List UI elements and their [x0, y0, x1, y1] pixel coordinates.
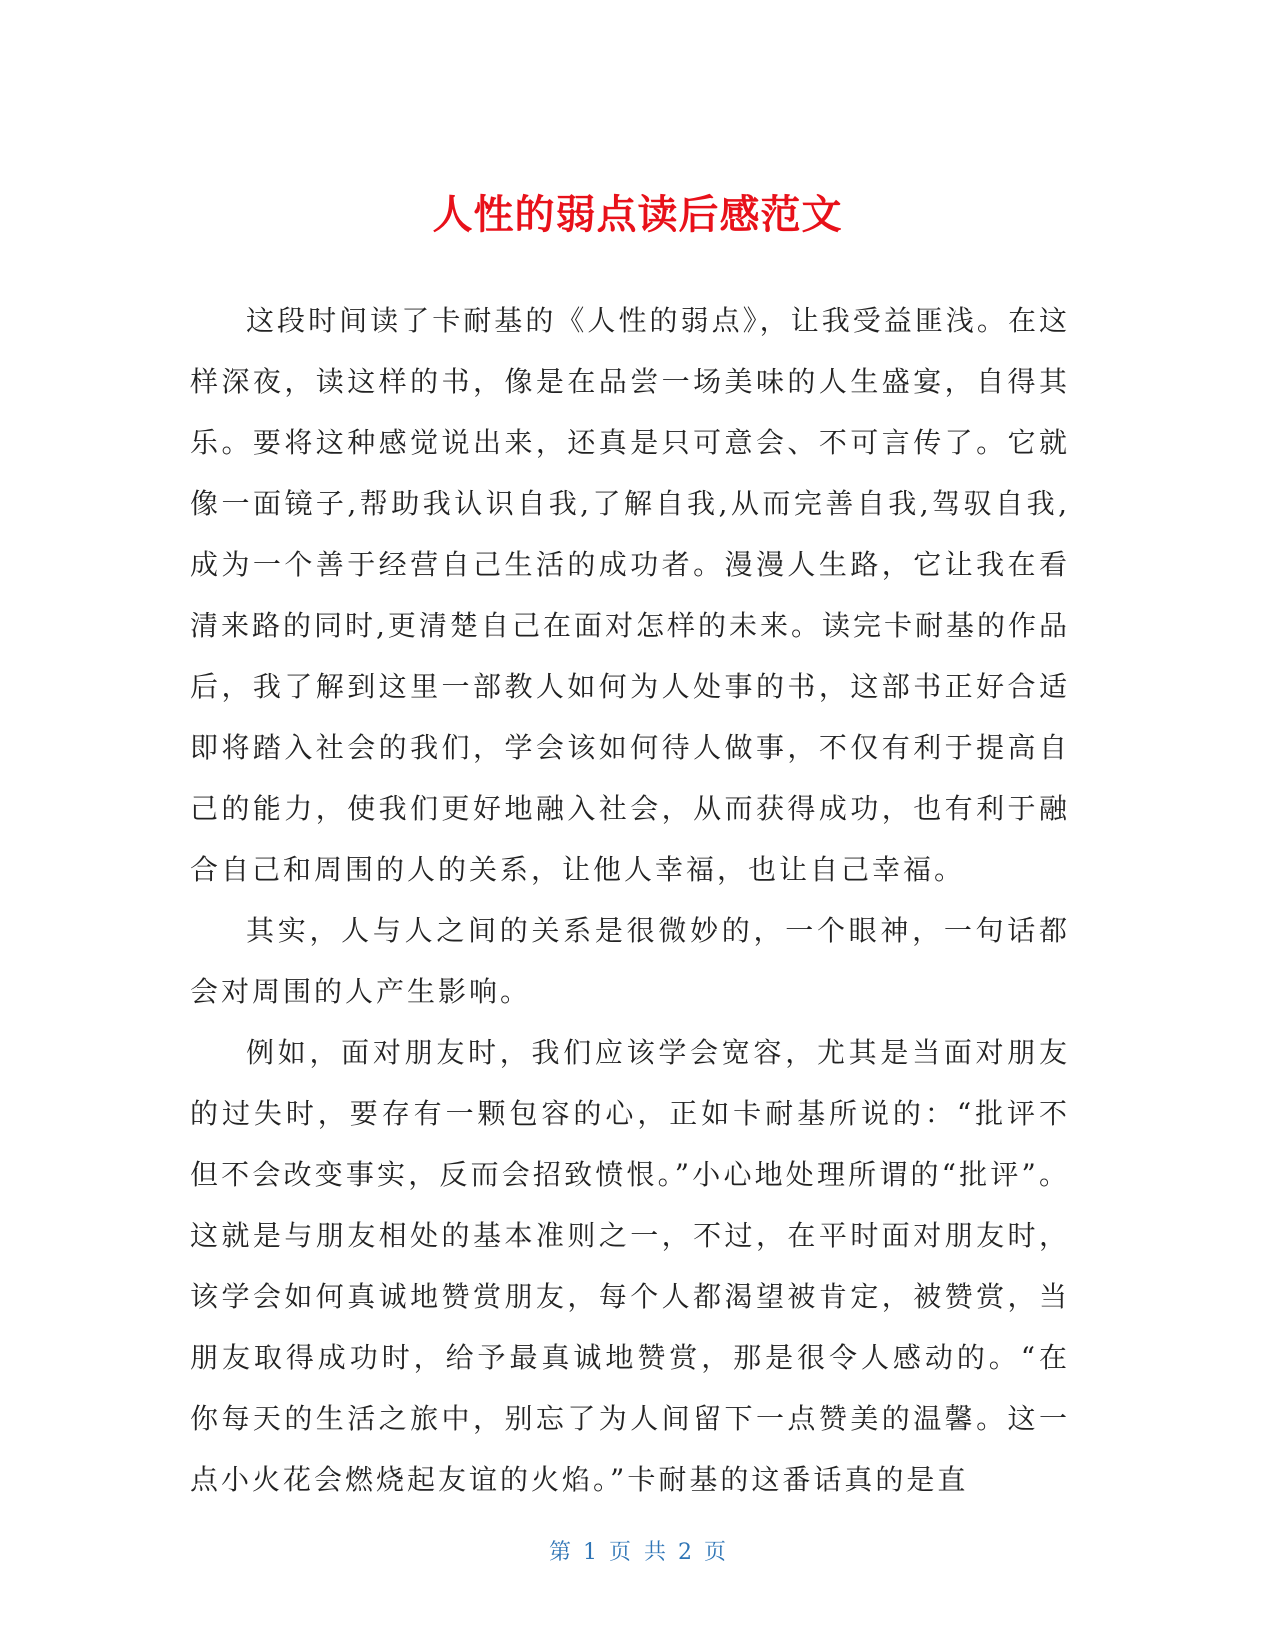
footer-prefix: 第 — [548, 1540, 571, 1565]
document-body — [190, 290, 1070, 1510]
document-title: 人性的弱点读后感范文 — [432, 191, 843, 238]
paragraph-2: 其实，人与人之间的关系是很微妙的，一个眼神，一句话都会对周围的人产生影响。 — [190, 914, 1070, 1008]
paragraph-1: 这段时间读了卡耐基的《人性的弱点》，让我受益匪浅。在这样深夜，读这样的书，像是在品尝一场美味的人生盛宴，自得其乐。要将这种感觉说出来，还真是只可意会、不可言传了。它就像一面镜子,帮助我认识自我,了解自我,从而完善自我,驾驭自我,成为一个善于经营自己生活的成功者。漫漫人生路，它让我在看清来路的同时,更清楚自己在面对怎样的未来。读完卡耐基的作品后，我了解到这里一部教人如何为人处事的书，这部书正好合适即将踏入社会的我们，学会该如何待人做事，不仅有利于提高自己的能力，使我们更好地融入社会，从而获得成功，也有利于融合自己和周围的人的关系，让他人幸福，也让自己幸福。 — [190, 304, 1070, 886]
footer-mid: 页 共 — [609, 1540, 666, 1565]
footer-current-page: 1 — [583, 1540, 597, 1565]
footer-total-pages: 2 — [678, 1540, 692, 1565]
page-footer — [0, 1538, 1275, 1568]
footer-suffix: 页 — [704, 1540, 727, 1565]
paragraph-3: 例如，面对朋友时，我们应该学会宽容，尤其是当面对朋友的过失时，要存有一颗包容的心，正如卡耐基所说的：“批评不但不会改变事实，反而会招致愤恨。”小心地处理所谓的“批评”。这就是与朋友相处的基本准则之一，不过，在平时面对朋友时，该学会如何真诚地赞赏朋友，每个人都渴望被肯定，被赞赏，当朋友取得成功时，给予最真诚地赞赏，那是很令人感动的。“在你每天的生活之旅中，别忘了为人间留下一点赞美的温馨。这一点小火花会燃烧起友谊的火焰。”卡耐基的这番话真的是直 — [190, 1036, 1070, 1496]
